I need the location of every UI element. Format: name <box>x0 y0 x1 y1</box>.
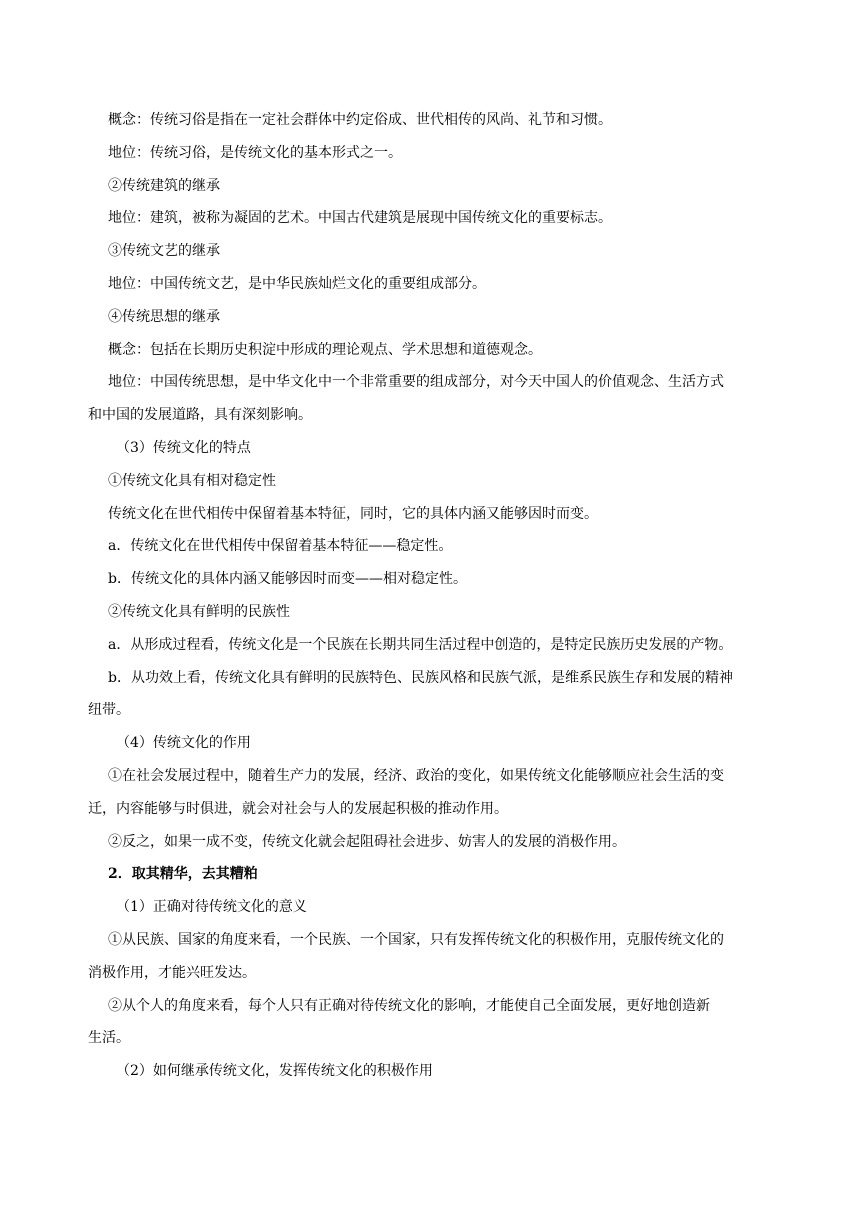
document-body <box>88 106 788 1090</box>
section-heading-significance: （1）正确对待传统文化的意义 <box>116 899 307 916</box>
list-item-ethnicity-b-continued: 纽带。 <box>88 702 130 719</box>
subheading-arts: ③传统文艺的继承 <box>108 243 220 260</box>
paragraph-significance-nation-continued: 消极作用，才能兴旺发达。 <box>88 964 256 981</box>
paragraph-status-customs: 地位：传统习俗，是传统文化的基本形式之一。 <box>108 144 402 161</box>
section-heading-essence: 2．取其精华，去其糟粕 <box>108 866 258 883</box>
paragraph-role-positive: ①在社会发展过程中，随着生产力的发展，经济、政治的变化，如果传统文化能够顺应社会生活的变 <box>108 767 724 784</box>
subheading-architecture: ②传统建筑的继承 <box>108 177 220 194</box>
subheading-thought: ④传统思想的继承 <box>108 308 220 325</box>
paragraph-role-negative: ②反之，如果一成不变，传统文化就会起阻碍社会进步、妨害人的发展的消极作用。 <box>108 833 626 850</box>
paragraph-status-thought-continued: 和中国的发展道路，具有深刻影响。 <box>88 407 312 424</box>
list-item-ethnicity-b: b．从功效上看，传统文化具有鲜明的民族特色、民族风格和民族气派，是维系民族生存和发展的精神 <box>108 669 733 686</box>
section-heading-inheritance: （2）如何继承传统文化，发挥传统文化的积极作用 <box>116 1063 433 1080</box>
paragraph-concept-thought: 概念：包括在长期历史积淀中形成的理论观点、学术思想和道德观念。 <box>108 341 542 358</box>
section-heading-characteristics: （3）传统文化的特点 <box>116 439 251 456</box>
list-item-ethnicity-a: a．从形成过程看，传统文化是一个民族在长期共同生活过程中创造的，是特定民族历史发展的产物。 <box>108 636 733 653</box>
paragraph-status-arts: 地位：中国传统文艺，是中华民族灿烂文化的重要组成部分。 <box>108 275 486 292</box>
paragraph-role-positive-continued: 迁，内容能够与时俱进，就会对社会与人的发展起积极的推动作用。 <box>88 800 508 817</box>
paragraph-concept-customs: 概念：传统习俗是指在一定社会群体中约定俗成、世代相传的风尚、礼节和习惯。 <box>108 112 612 128</box>
paragraph-significance-nation: ①从民族、国家的角度来看，一个民族、一个国家，只有发挥传统文化的积极作用，克服传统文化的 <box>108 931 724 948</box>
paragraph-significance-individual-continued: 生活。 <box>88 1030 130 1047</box>
paragraph-stability: 传统文化在世代相传中保留着基本特征，同时，它的具体内涵又能够因时而变。 <box>108 505 598 522</box>
paragraph-significance-individual: ②从个人的角度来看，每个人只有正确对待传统文化的影响，才能使自己全面发展，更好地创造新 <box>108 997 710 1014</box>
list-item-stability-a: a．传统文化在世代相传中保留着基本特征——稳定性。 <box>108 538 453 555</box>
paragraph-status-architecture: 地位：建筑，被称为凝固的艺术。中国古代建筑是展现中国传统文化的重要标志。 <box>108 210 612 227</box>
paragraph-status-thought: 地位：中国传统思想，是中华文化中一个非常重要的组成部分，对今天中国人的价值观念、生活方式 <box>108 374 724 391</box>
list-item-stability-b: b．传统文化的具体内涵又能够因时而变——相对稳定性。 <box>108 571 467 588</box>
subheading-stability: ①传统文化具有相对稳定性 <box>108 472 276 489</box>
section-heading-role: （4）传统文化的作用 <box>116 735 251 752</box>
subheading-ethnicity: ②传统文化具有鲜明的民族性 <box>108 603 290 620</box>
